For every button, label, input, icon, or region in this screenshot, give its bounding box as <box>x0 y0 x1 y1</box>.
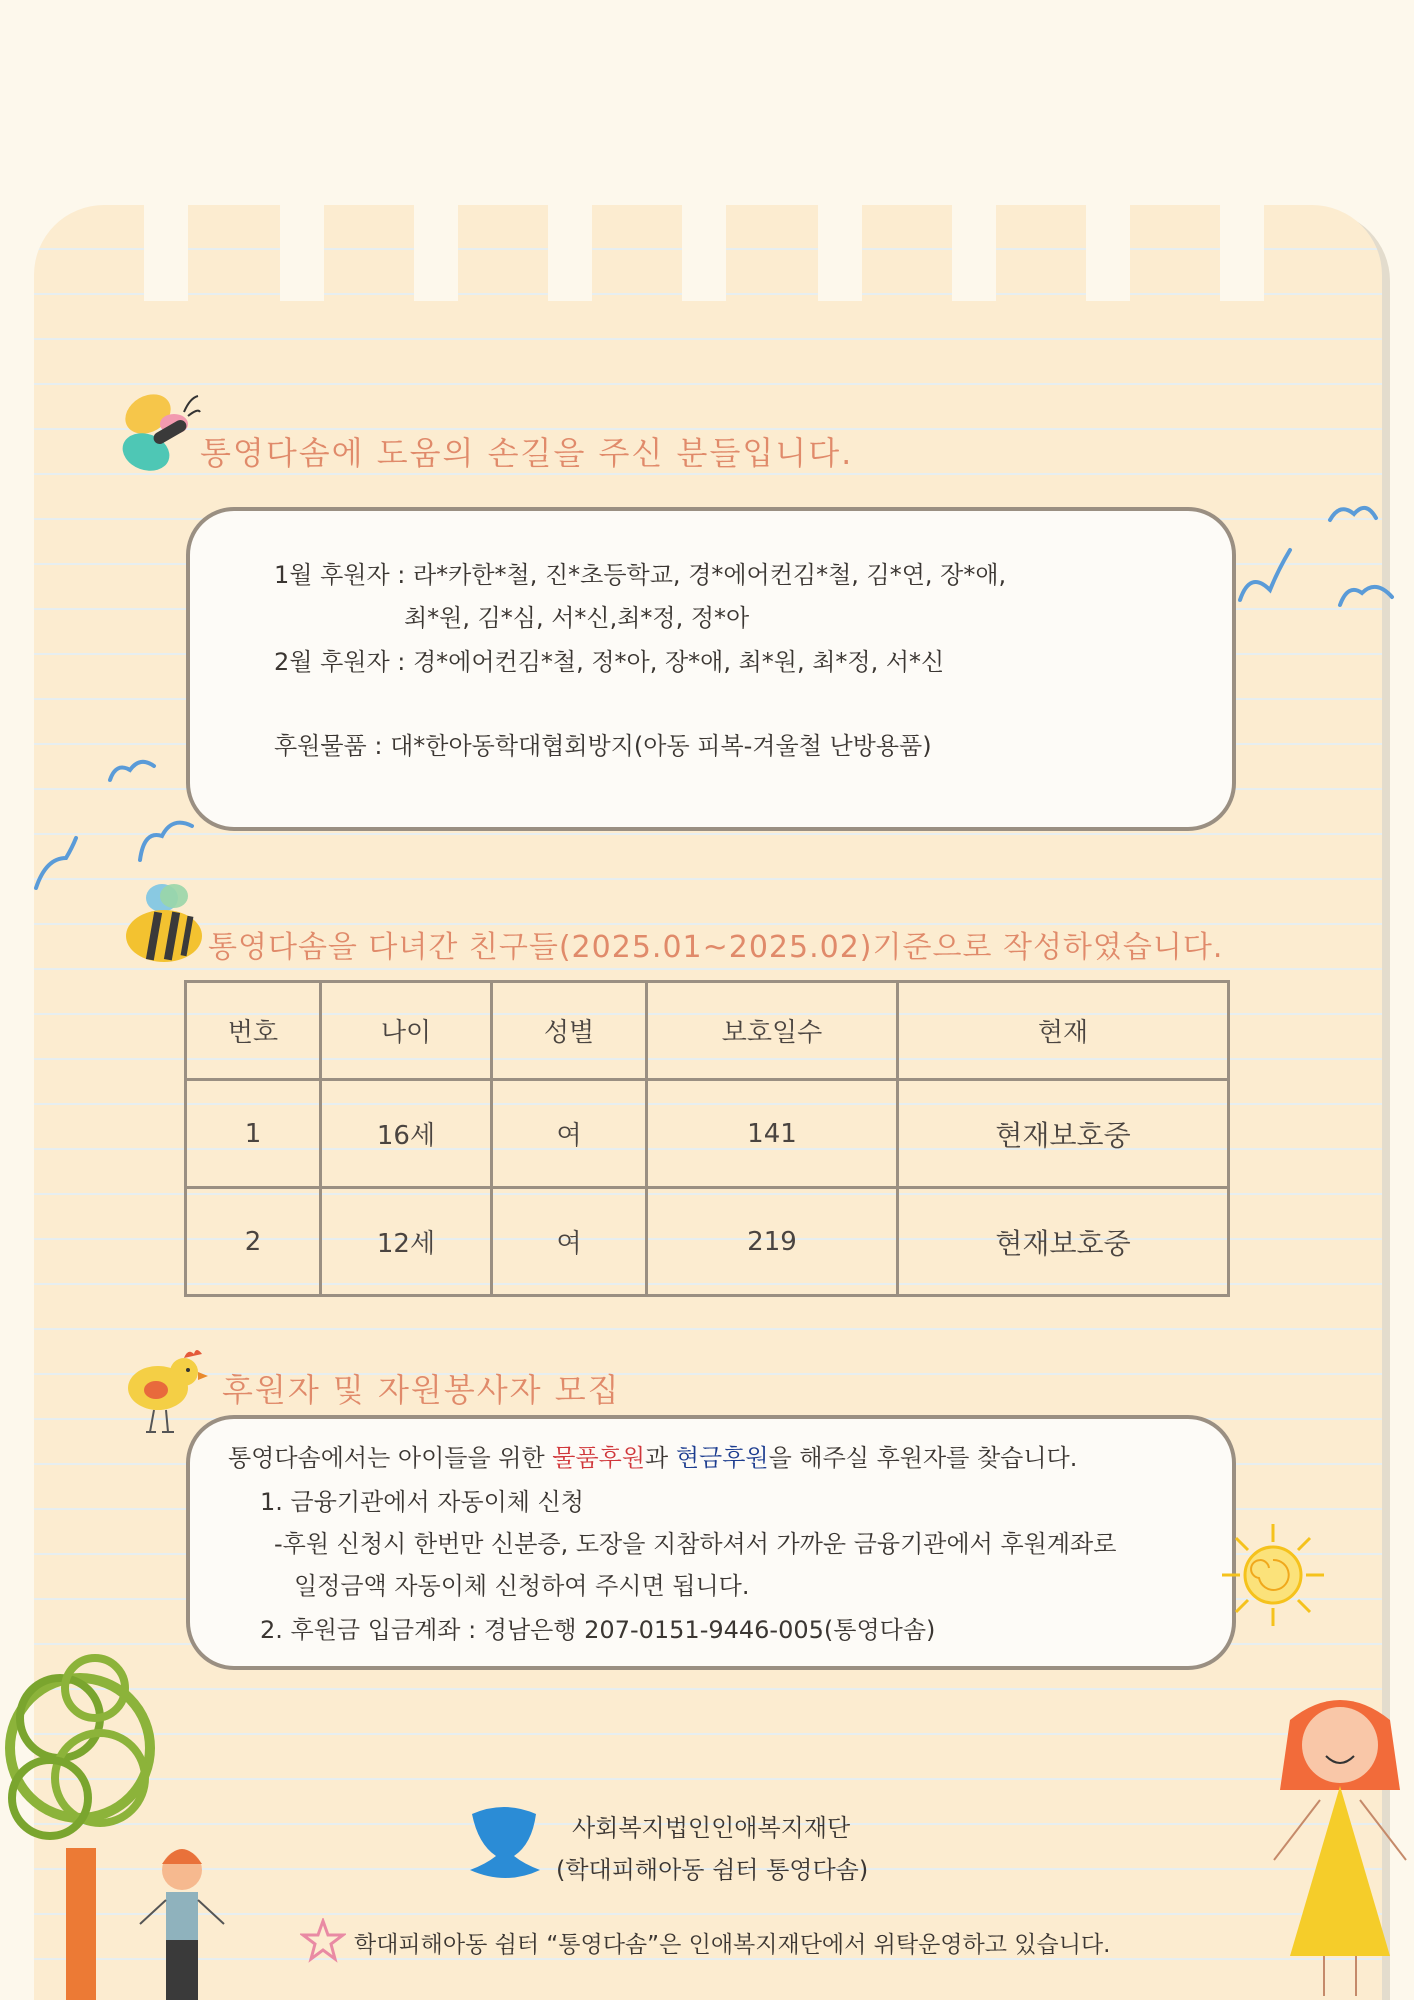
cell-age: 12세 <box>321 1188 492 1296</box>
cell-number: 2 <box>186 1188 321 1296</box>
donors-heading: 통영다솜에 도움의 손길을 주신 분들입니다. <box>200 434 854 472</box>
header-number: 번호 <box>186 982 321 1080</box>
january-donors-line2: 최*원, 김*심, 서*신,최*정, 정*아 <box>404 604 750 632</box>
january-donors-line1: 1월 후원자 : 라*카한*철, 진*초등학교, 경*에어컨김*철, 김*연, 장*애, <box>274 561 1007 589</box>
recruitment-intro: 통영다솜에서는 아이들을 위한 물품후원과 현금후원을 해주실 후원자를 찾습니다. <box>228 1444 1078 1472</box>
header-protection-days: 보호일수 <box>647 982 898 1080</box>
header-status: 현재 <box>898 982 1229 1080</box>
auto-transfer-detail1: -후원 신청시 한번만 신분증, 도장을 지참하셔서 가까운 금융기관에서 후원계좌로 <box>274 1530 1117 1558</box>
header-age: 나이 <box>321 982 492 1080</box>
cell-status: 현재보호중 <box>898 1188 1229 1296</box>
header-gender: 성별 <box>492 982 647 1080</box>
goods-donation-highlight: 물품후원 <box>552 1444 646 1472</box>
foundation-name: 사회복지법인인애복지재단 <box>572 1814 851 1842</box>
recruitment-heading: 후원자 및 자원봉사자 모집 <box>222 1371 621 1409</box>
operation-note: 학대피해아동 쉼터 “통영다솜”은 인애복지재단에서 위탁운영하고 있습니다. <box>354 1932 1111 1958</box>
table-header-row <box>186 982 1229 1080</box>
cell-gender: 여 <box>492 1188 647 1296</box>
foundation-logo-icon <box>458 1806 550 1884</box>
auto-transfer-item: 1. 금융기관에서 자동이체 신청 <box>260 1488 584 1516</box>
butterfly-icon <box>112 382 202 482</box>
cell-number: 1 <box>186 1080 321 1188</box>
shelter-name: (학대피해아동 쉼터 통영다솜) <box>556 1856 869 1884</box>
children-table <box>184 980 1230 1297</box>
cell-status: 현재보호중 <box>898 1080 1229 1188</box>
torn-binding-edge <box>34 205 1382 305</box>
cell-protection-days: 141 <box>647 1080 898 1188</box>
table-row <box>186 1080 1229 1188</box>
cell-protection-days: 219 <box>647 1188 898 1296</box>
sun-icon <box>1218 1520 1328 1630</box>
bee-icon <box>122 878 212 968</box>
deposit-account-item: 2. 후원금 입금계좌 : 경남은행 207-0151-9446-005(통영다솜) <box>260 1616 936 1644</box>
cell-age: 16세 <box>321 1080 492 1188</box>
february-donors: 2월 후원자 : 경*에어컨김*철, 정*아, 장*애, 최*원, 최*정, 서*신 <box>274 648 945 676</box>
donated-goods: 후원물품 : 대*한아동학대협회방지(아동 피복-겨울철 난방용품) <box>274 732 932 760</box>
star-icon <box>300 1918 346 1964</box>
chick-icon <box>118 1342 208 1438</box>
table-row <box>186 1188 1229 1296</box>
bird-doodles-left-icon <box>30 740 200 890</box>
children-heading: 통영다솜을 다녀간 친구들(2025.01~2025.02)기준으로 작성하였습니다. <box>208 930 1224 965</box>
bird-doodles-icon <box>1220 490 1400 620</box>
girl-doodle-icon <box>1260 1690 1414 2000</box>
boy-doodle-icon <box>132 1840 232 2000</box>
auto-transfer-detail2: 일정금액 자동이체 신청하여 주시면 됩니다. <box>294 1572 750 1600</box>
cell-gender: 여 <box>492 1080 647 1188</box>
cash-donation-highlight: 현금후원 <box>675 1444 769 1472</box>
